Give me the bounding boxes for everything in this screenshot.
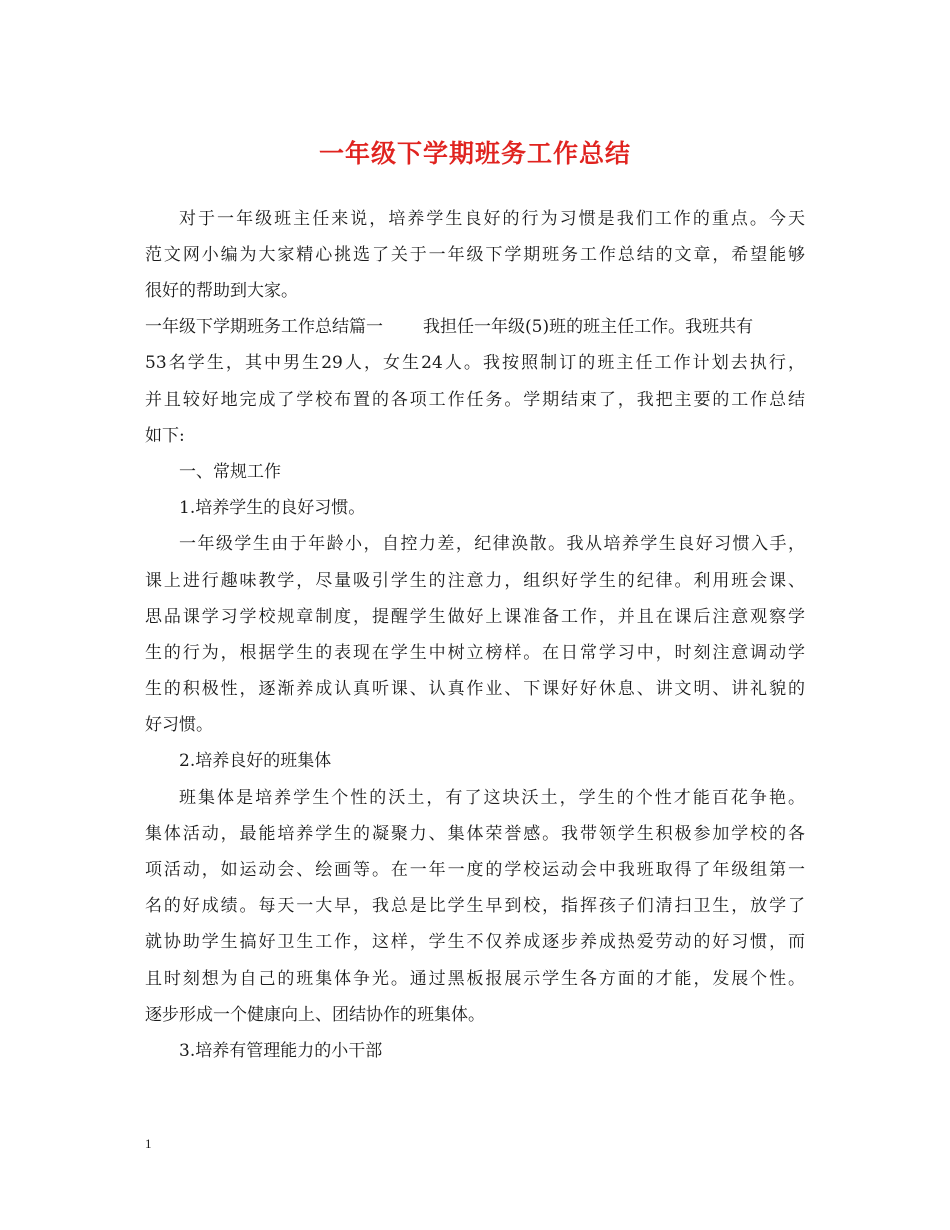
paragraph-line: 生的行为，根据学生的表现在学生中树立榜样。在日常学习中，时刻注意调动学 (145, 643, 805, 663)
subheading: 2.培养良好的班集体 (179, 751, 332, 771)
section-heading-line (145, 316, 753, 338)
paragraph-line: 集体活动，最能培养学生的凝聚力、集体荣誉感。我带领学生积极参加学校的各 (145, 824, 805, 844)
paragraph-line: 课上进行趣味教学，尽量吸引学生的注意力，组织好学生的纪律。利用班会课、 (145, 571, 805, 591)
paragraph-line: 范文网小编为大家精心挑选了关于一年级下学期班务工作总结的文章，希望能够 (145, 245, 805, 265)
paragraph-line: 如下: (145, 426, 185, 446)
document-title: 一年级下学期班务工作总结 (318, 139, 631, 168)
paragraph-line: 很好的帮助到大家。 (145, 281, 298, 301)
paragraph-line: 53名学生，其中男生29人，女生24人。我按照制订的班主任工作计划去执行， (145, 353, 805, 373)
paragraph-line: 一年级学生由于年龄小，自控力差，纪律涣散。我从培养学生良好习惯入手， (179, 534, 805, 554)
paragraph-line: 逐步形成一个健康向上、团结协作的班集体。 (145, 1005, 485, 1025)
page-number: 1 (145, 1136, 152, 1151)
paragraph-line: 并且较好地完成了学校布置的各项工作任务。学期结束了，我把主要的工作总结 (145, 390, 805, 410)
paragraph-line: 名的好成绩。每天一大早，我总是比学生早到校，指挥孩子们清扫卫生，放学了 (145, 896, 805, 916)
paragraph-text: 我担任一年级(5)班的班主任工作。我班共有 (423, 317, 754, 337)
paragraph-line: 对于一年级班主任来说，培养学生良好的行为习惯是我们工作的重点。今天 (179, 209, 805, 229)
paragraph-line: 项活动，如运动会、绘画等。在一年一度的学校运动会中我班取得了年级组第一 (145, 860, 805, 880)
paragraph-line: 思品课学习学校规章制度，提醒学生做好上课准备工作，并且在课后注意观察学 (145, 607, 805, 627)
subheading: 3.培养有管理能力的小干部 (179, 1041, 383, 1061)
subheading: 一、常规工作 (179, 462, 281, 482)
subheading: 1.培养学生的良好习惯。 (179, 498, 366, 518)
paragraph-line: 好习惯。 (145, 715, 213, 735)
paragraph-line: 班集体是培养学生个性的沃土，有了这块沃土，学生的个性才能百花争艳。 (179, 788, 805, 808)
paragraph-line: 就协助学生搞好卫生工作，这样，学生不仅养成逐步养成热爱劳动的好习惯，而 (145, 932, 805, 952)
section-heading: 一年级下学期班务工作总结篇一 (145, 317, 383, 337)
paragraph-line: 生的积极性，逐渐养成认真听课、认真作业、下课好好休息、讲文明、讲礼貌的 (145, 679, 805, 699)
paragraph-line: 且时刻想为自己的班集体争光。通过黑板报展示学生各方面的才能，发展个性。 (145, 969, 805, 989)
